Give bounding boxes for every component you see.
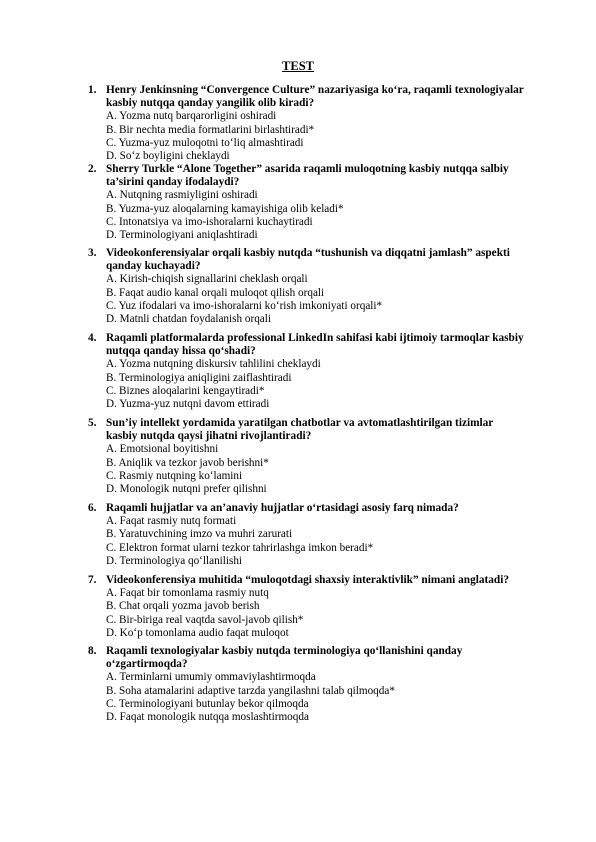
question-number: 7. [88, 574, 97, 586]
option-d: D. Terminologiya qo‘llanilishi [106, 554, 243, 567]
option-b: B. Soha atamalarini adaptive tarzda yangilashni talab qilmoqda* [106, 684, 395, 697]
option-b: B. Chat orqali yozma javob berish [106, 600, 260, 613]
option-a: A. Nutqning rasmiyligini oshiradi [106, 189, 258, 202]
option-a: A. Emotsional boyitishni [106, 443, 219, 456]
option-c: C. Terminologiyani butunlay bekor qilmoqda [106, 697, 309, 710]
option-c: C. Intonatsiya va imo-ishoralarni kuchaytiradi [106, 215, 313, 228]
question-text: Sherry Turkle “Alone Together” asarida raqamli muloqotning kasbiy nutqqa salbiy ta’sirini qanday ifodalaydi? [106, 163, 509, 189]
option-a: A. Faqat rasmiy nutq formati [106, 515, 237, 528]
question-number: 6. [88, 502, 97, 514]
option-b: B. Yaratuvchining imzo va muhri zarurati [106, 528, 293, 541]
question-number: 3. [88, 247, 97, 259]
option-c: C. Yuz ifodalari va imo-ishoralarni ko‘rish imkoniyati orqali* [106, 299, 383, 312]
option-b: B. Aniqlik va tezkor javob berishni* [106, 456, 269, 469]
question-text: Raqamli platformalarda professional LinkedIn sahifasi kabi ijtimoiy tarmoqlar kasbiy nutqqa qanday hissa qo‘shadi? [106, 332, 524, 358]
option-a: A. Kirish-chiqish signallarini cheklash orqali [106, 273, 308, 286]
option-d: D. Yuzma-yuz nutqni davom ettiradi [106, 398, 270, 411]
option-d: D. So‘z boyligini cheklaydi [106, 150, 230, 163]
question-text: Videokonferensiyalar orqali kasbiy nutqda “tushunish va diqqatni jamlash” aspekti qanday kuchayadi? [106, 247, 510, 273]
option-c: C. Rasmiy nutqning ko‘lamini [106, 469, 243, 482]
question-number: 5. [88, 417, 97, 429]
option-b: B. Bir nechta media formatlarini birlashtiradi* [106, 123, 315, 136]
option-d: D. Faqat monologik nutqqa moslashtirmoqda [106, 711, 309, 724]
option-d: D. Terminologiyani aniqlashtiradi [106, 229, 258, 242]
option-a: A. Faqat bir tomonlama rasmiy nutq [106, 587, 269, 600]
question-text: Sun’iy intellekt yordamida yaratilgan chatbotlar va avtomatlashtirilgan tizimlar kasbiy nutqda qaysi jihatni rivojlantiradi? [106, 417, 494, 443]
option-b: B. Yuzma-yuz aloqalarning kamayishiga olib keladi* [106, 202, 344, 215]
option-c: C. Bir-biriga real vaqtda savol-javob qilish* [106, 613, 304, 626]
question-text: Henry Jenkinsning “Convergence Culture” nazariyasiga ko‘ra, raqamli texnologiyalar kasbiy nutqqa qanday yangilik olib kiradi? [106, 84, 524, 110]
question-text: Raqamli hujjatlar va an’anaviy hujjatlar o‘rtasidagi asosiy farq nimada? [106, 502, 459, 514]
question-text: Videokonferensiya muhitida “muloqotdagi shaxsiy interaktivlik” nimani anglatadi? [106, 574, 509, 586]
option-d: D. Ko‘p tomonlama audio faqat muloqot [106, 626, 289, 639]
option-c: C. Biznes aloqalarini kengaytiradi* [106, 384, 265, 397]
question-number: 2. [88, 163, 97, 175]
option-d: D. Matnli chatdan foydalanish orqali [106, 313, 271, 326]
option-a: A. Terminlarni umumiy ommaviylashtirmoqda [106, 671, 316, 684]
option-b: B. Faqat audio kanal orqali muloqot qilish orqali [106, 286, 325, 299]
question-text: Raqamli texnologiyalar kasbiy nutqda terminologiya qo‘llanishini qanday o‘zgartirmoqda? [106, 645, 463, 671]
option-d: D. Monologik nutqni prefer qilishni [106, 483, 267, 496]
option-a: A. Yozma nutqning diskursiv tahlilini cheklaydi [106, 358, 321, 371]
option-b: B. Terminologiya aniqligini zaiflashtiradi [106, 371, 292, 384]
question-number: 1. [88, 84, 97, 96]
page-title: TEST [282, 59, 314, 73]
question-number: 4. [88, 332, 97, 344]
option-c: C. Elektron format ularni tezkor tahrirlashga imkon beradi* [106, 541, 374, 554]
question-number: 8. [88, 645, 97, 657]
option-c: C. Yuzma-yuz muloqotni to‘liq almashtiradi [106, 136, 304, 149]
option-a: A. Yozma nutq barqarorligini oshiradi [106, 110, 277, 123]
